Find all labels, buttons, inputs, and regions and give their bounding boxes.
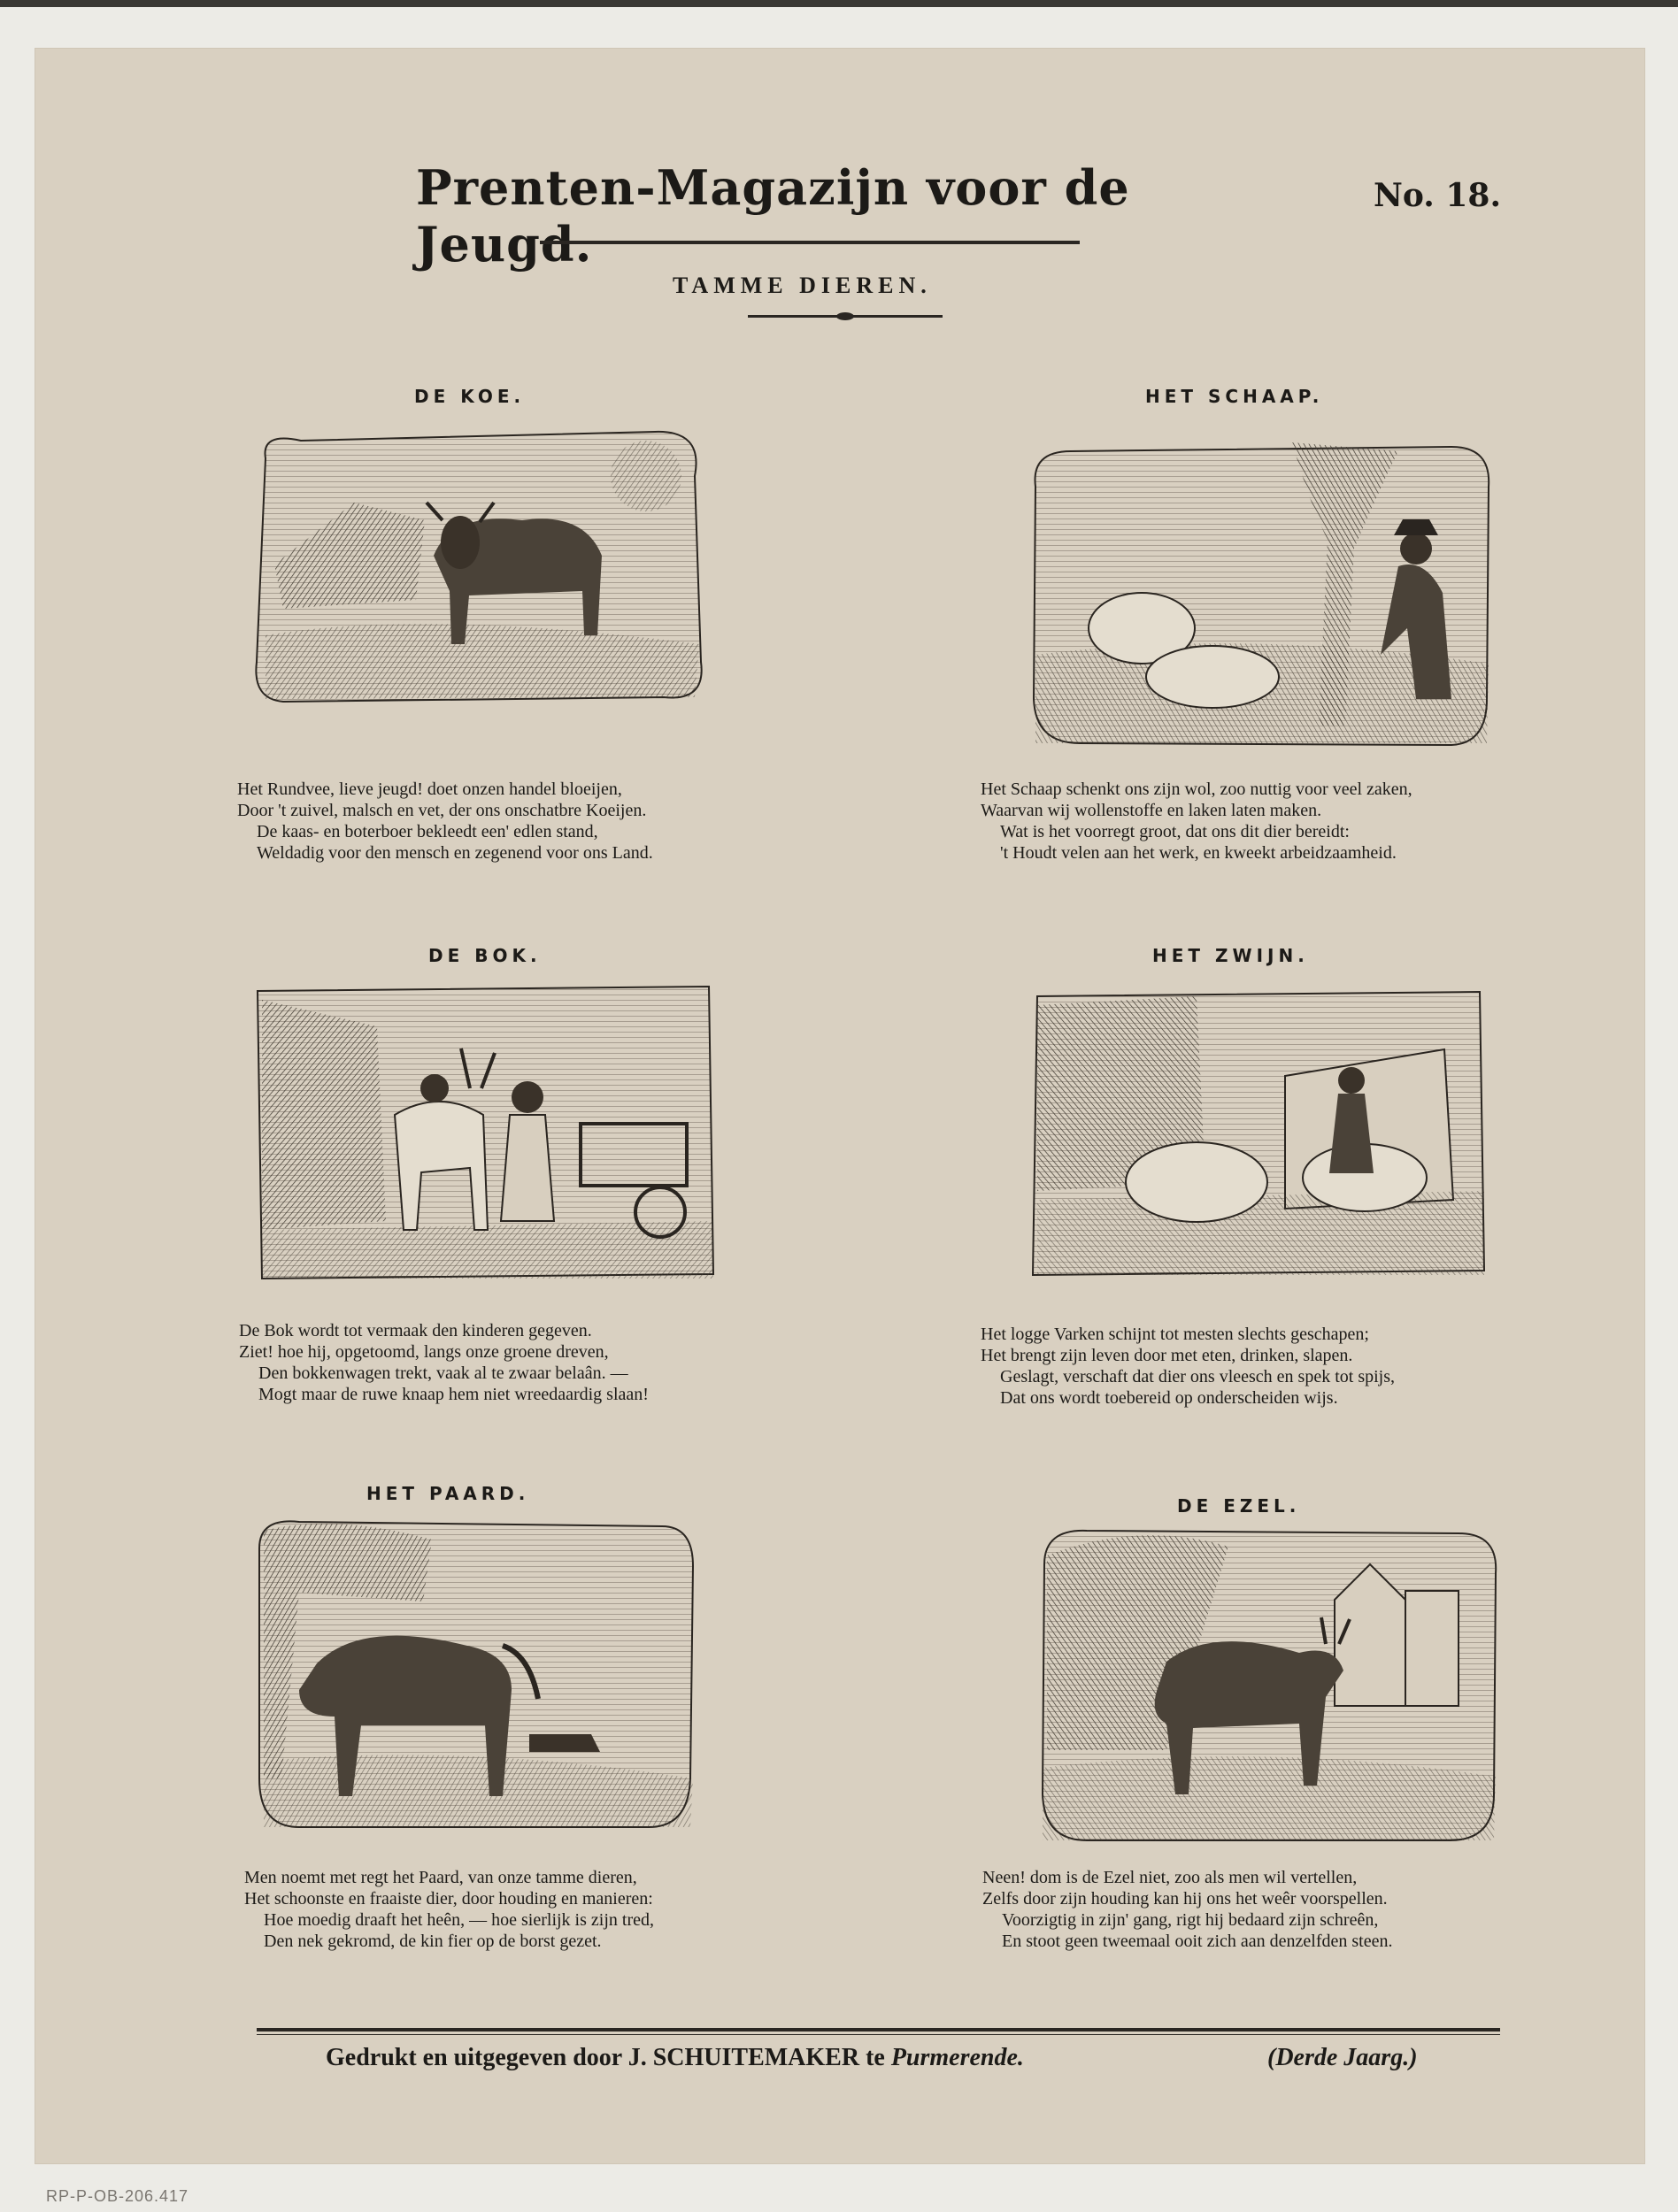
verse-line: Geslagt, verschaft dat dier ons vleesch en spek tot spijs, [1000,1367,1395,1386]
verse-line: Het Schaap schenkt ons zijn wol, zoo nuttig voor veel zaken, [981,780,1412,799]
panel-title-schaap: HET SCHAAP. [1145,386,1324,407]
verse-schaap [981,779,1412,864]
verse-line: Weldadig voor den mensch en zegenend voor ons Land. [257,843,653,863]
donkey-engraving [1034,1520,1505,1849]
verse-line: Dat ons wordt toebereid op onderscheiden wijs. [1000,1388,1338,1408]
top-edge [0,0,1678,7]
imprint-place: Purmerende. [890,2044,1024,2071]
panel-title-koe: DE KOE. [414,386,526,407]
verse-line: Zelfs door zijn houding kan hij ons het weêr voorspellen. [982,1889,1388,1909]
verse-line: Ziet! hoe hij, opgetoomd, langs onze groene dreven, [239,1342,609,1362]
horse-engraving [246,1513,697,1836]
verse-line: Het schoonste en fraaiste dier, door houding en manieren: [244,1889,653,1909]
verse-line: Neen! dom is de Ezel niet, zoo als men wil vertellen, [982,1868,1358,1887]
verse-line: 't Houdt velen aan het werk, en kweekt arbeidzaamheid. [1000,843,1397,863]
verse-zwijn [981,1324,1395,1409]
verse-line: Het logge Varken schijnt tot mesten slechts geschapen; [981,1325,1369,1344]
subtitle: TAMME DIEREN. [673,273,932,298]
panel-title-paard: HET PAARD. [366,1483,530,1504]
pig-engraving [1020,970,1497,1288]
footer-rule [257,2028,1500,2035]
verse-ezel [982,1867,1392,1952]
verse-line: Men noemt met regt het Paard, van onze tamme dieren, [244,1868,637,1887]
edition: (Derde Jaarg.) [1267,2044,1418,2071]
verse-line: Het Rundvee, lieve jeugd! doet onzen handel bloeijen, [237,780,622,799]
panel-title-ezel: DE EZEL. [1177,1495,1301,1517]
goat-engraving [244,973,722,1287]
subtitle-ornament [748,315,943,318]
verse-line: De Bok wordt tot vermaak den kinderen gegeven. [239,1321,592,1340]
inventory-number: RP-P-OB-206.417 [46,2187,189,2205]
verse-line: Den bokkenwagen trekt, vaak al te zwaar belaân. — [258,1363,628,1383]
verse-line: Mogt maar de ruwe knaap hem niet wreedaardig slaan! [258,1385,649,1404]
verse-line: En stoot geen tweemaal ooit zich aan denzelfden steen. [1002,1932,1393,1951]
issue-number: No. 18. [1374,177,1501,214]
imprint [326,2044,1024,2072]
verse-koe [237,779,653,864]
verse-line: Het brengt zijn leven door met eten, drinken, slapen. [981,1346,1353,1365]
verse-bok [239,1320,649,1405]
verse-line: De kaas- en boterboer bekleedt een' edlen stand, [257,822,598,841]
verse-line: Voorzigtig in zijn' gang, rigt hij bedaard zijn schreên, [1002,1910,1379,1930]
verse-line: Door 't zuivel, malsch en vet, der ons onschatbre Koeijen. [237,801,647,820]
title-rule [540,241,1080,244]
verse-line: Wat is het voorregt groot, dat ons dit dier bereidt: [1000,822,1350,841]
panel-title-zwijn: HET ZWIJN. [1152,945,1309,966]
sheep-engraving [1027,434,1496,757]
verse-line: Waarvan wij wollenstoffe en laken laten maken. [981,801,1322,820]
verse-line: Hoe moedig draaft het heên, — hoe sierlijk is zijn tred, [264,1910,654,1930]
verse-line: Den nek gekromd, de kin fier op de borst gezet. [264,1932,602,1951]
panel-title-bok: DE BOK. [428,945,542,966]
verse-paard [244,1867,654,1952]
page-title: Prenten-Magazijn voor de Jeugd. [416,159,1130,273]
imprint-text: Gedrukt en uitgegeven door J. SCHUITEMAKER te [326,2044,885,2071]
cow-engraving [248,423,708,706]
